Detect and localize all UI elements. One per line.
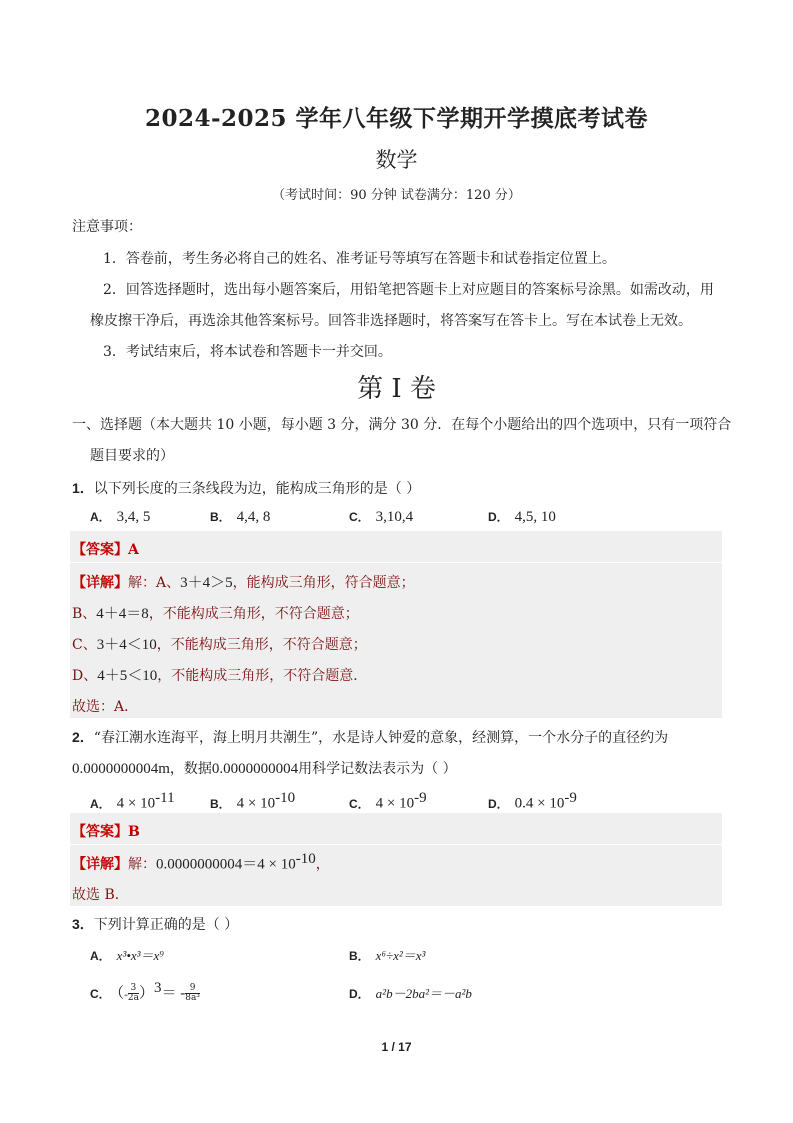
question-3-stem: 3．下列计算正确的是（ ）: [72, 916, 239, 933]
notice-item-2-cont: 橡皮擦干净后，再选涂其他答案标号。回答非选择题时，将答案写在答卡上。写在本试卷上无效。: [90, 313, 692, 329]
notice-item-3: 3．考试结束后，将本试卷和答题卡一并交回。: [103, 344, 392, 360]
question-2-stem: 2．“春江潮水连海平，海上明月共潮生”，水是诗人钟爱的意象，经测算，一个水分子的直径约为: [72, 729, 669, 746]
q1-option-a: A． 3,4, 5: [90, 509, 151, 525]
question-1-text: 以下列长度的三条线段为边，能构成三角形的是（ ）: [93, 481, 421, 497]
q2-conclusion: 故选 B．: [72, 887, 129, 903]
q3-option-d: D． a²b－2ba²＝－a²b: [349, 986, 472, 1001]
q1-detail-c: C、3＋4＜10，不能构成三角形，不符合题意；: [72, 637, 367, 653]
q1-answer-box: [70, 531, 722, 562]
exam-title: 2024-2025 学年八年级下学期开学摸底考试卷: [144, 105, 649, 132]
notice-item-1: 1．答卷前，考生务必将自己的姓名、准考证号等填写在答题卡和试卷指定位置上。: [103, 251, 616, 267]
q1-conclusion: 故选：A．: [72, 699, 139, 715]
q2-answer-box: [70, 813, 722, 844]
q1-option-b: B． 4,4, 8: [210, 509, 271, 525]
q1-detail-b: B、4＋4＝8，不能构成三角形，不符合题意；: [72, 606, 359, 622]
q2-option-b: B． $4 \times 10^{-10}$: [210, 790, 296, 812]
exam-subject: 数学: [375, 148, 418, 172]
question-1-stem: [72, 478, 420, 498]
q1-detail-d: D、4＋5＜10，不能构成三角形，不符合题意．: [72, 668, 368, 684]
q1-answer: 【答案】A: [72, 542, 139, 558]
page-number: 1 / 17: [381, 1040, 412, 1054]
q3-option-c: C． （- $\frac{3}{2a}$ ）$^3$＝ - $\frac{9}{\text{8a³}}$: [90, 980, 200, 1004]
q1-detail-a: 【详解】解：A、3＋4＞5，能构成三角形，符合题意；: [72, 575, 415, 591]
question-2-stem-cont: 0.0000000004m，数据0.0000000004用科学记数法表示为（ ）: [72, 761, 457, 777]
q3-option-b: B． x⁶÷x²＝x³: [349, 948, 426, 963]
q3-option-a: A． x³•x³＝x⁹: [90, 948, 164, 963]
q2-option-a: A． $4 \times 10^{-11}$: [90, 790, 175, 812]
section-title: 第 I 卷: [357, 374, 436, 404]
q2-option-d: D． $0.4 \times 10^{-9}$: [488, 790, 577, 812]
notice-item-2: 2．回答选择题时，选出每小题答案后，用铅笔把答题卡上对应题目的答案标号涂黑。如需改动，用: [103, 282, 714, 298]
q1-option-c: C． 3,10,4: [349, 509, 414, 525]
q2-answer: 【答案】B: [72, 824, 140, 840]
q2-option-c: C． $4 \times 10^{-9}$: [349, 790, 427, 812]
section-instruction-cont: 题目要求的）: [90, 448, 174, 464]
q2-detail: 【详解】解：$0.0000000004=4 \times 10^{-10}$，: [72, 851, 330, 873]
notice-heading: 注意事项：: [72, 219, 142, 235]
q1-option-d: D． 4,5, 10: [488, 509, 556, 525]
section-instruction: 一、选择题（本大题共 10 小题，每小题 3 分，满分 30 分．在每个小题给出的四个选项中，只有一项符合: [72, 417, 732, 433]
question-1-number: 1．: [72, 480, 94, 496]
exam-info: （考试时间：90 分钟 试卷满分：120 分）: [272, 188, 521, 203]
